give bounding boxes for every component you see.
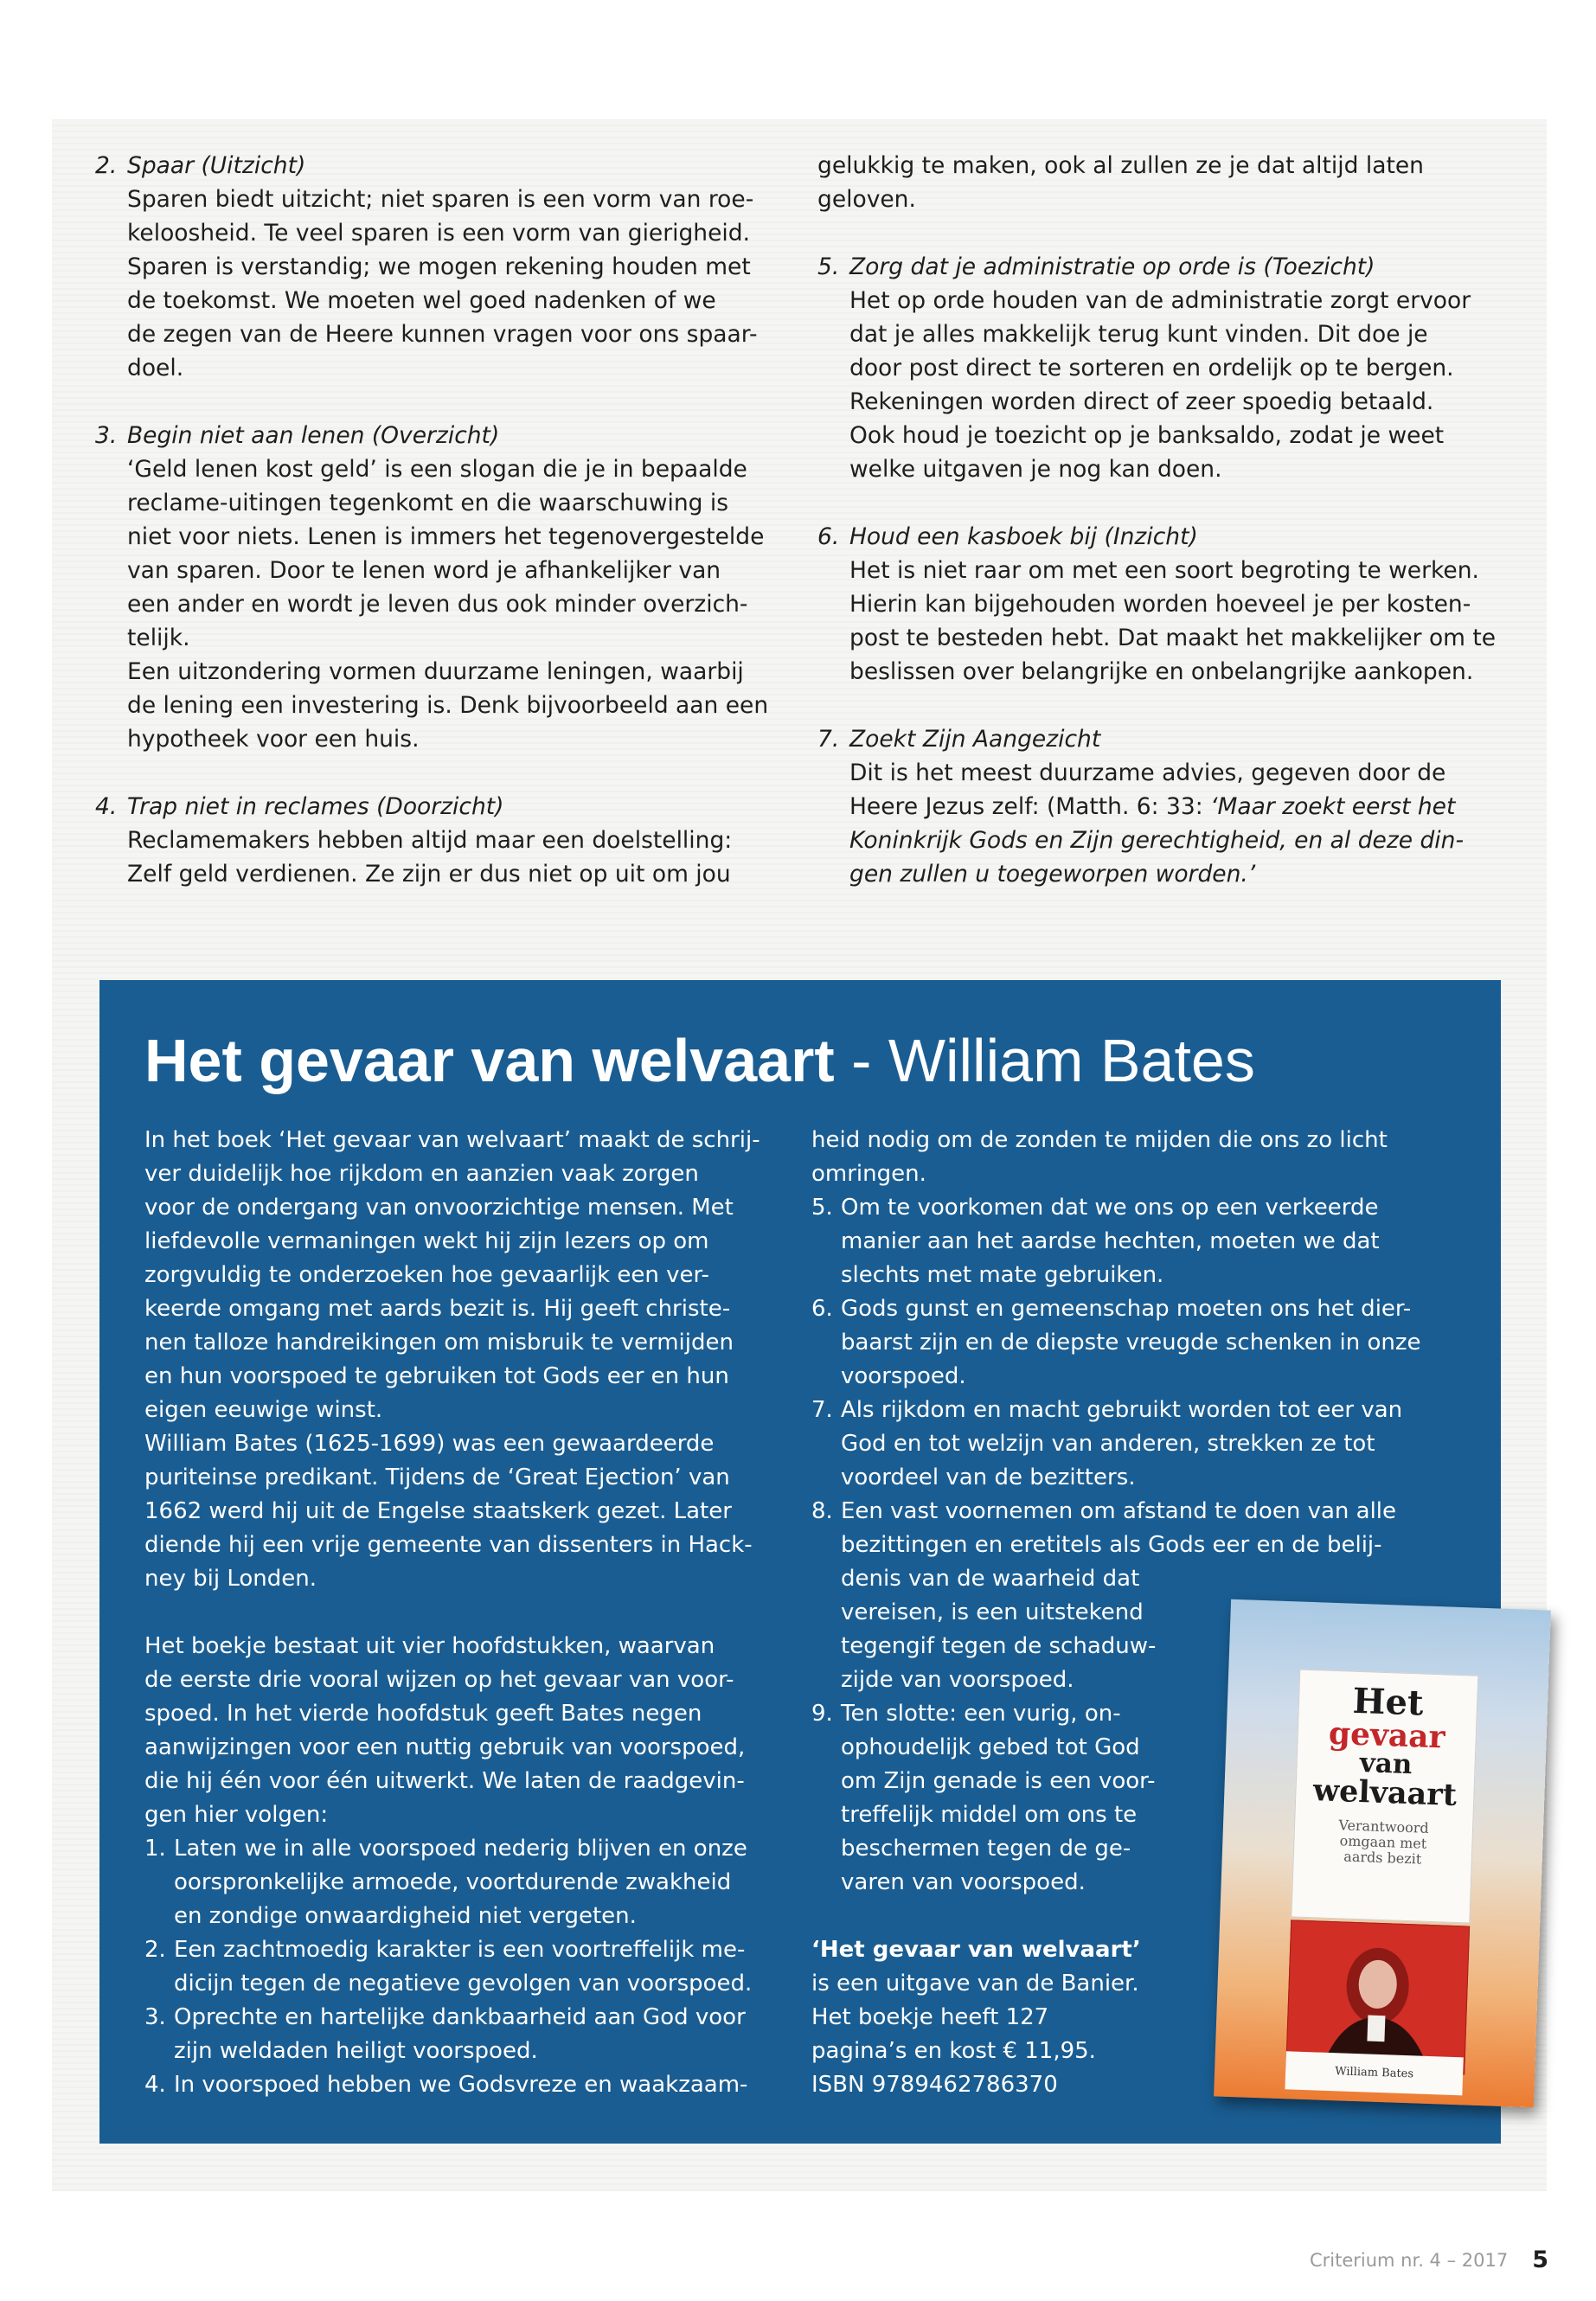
- advice-number: 9.: [811, 1701, 833, 1727]
- text-line: denis van de waarheid dat: [841, 1566, 1140, 1592]
- text-line: beschermen tegen de ge-: [841, 1836, 1131, 1862]
- text-line: post te besteden hebt. Dat maakt het makkelijker om te: [849, 625, 1497, 651]
- advice-number: 7.: [811, 1397, 833, 1423]
- text-line: heid nodig om de zonden te mijden die ons zo licht: [811, 1127, 1388, 1153]
- bible-quote: gen zullen u toegeworpen worden.’: [849, 861, 1256, 888]
- text-line: God en tot welzijn van anderen, strekken ze tot: [841, 1431, 1375, 1457]
- text-line: puriteinse predikant. Tijdens de ‘Great Ejection’ van: [144, 1465, 730, 1490]
- box-left-column: [144, 1124, 782, 2102]
- text-line: niet voor niets. Lenen is immers het tegenovergestelde: [127, 523, 765, 550]
- text-line: tegengif tegen de schaduw-: [841, 1633, 1157, 1659]
- paragraph-gap: [144, 1596, 782, 1630]
- text-line: en hun voorspoed te gebruiken tot Gods eer en hun: [144, 1363, 729, 1389]
- text-line: 1662 werd hij uit de Engelse staatskerk gezet. Later: [144, 1498, 732, 1524]
- bible-quote: ‘Maar zoekt eerst het: [1210, 793, 1456, 820]
- page-number: 5: [1532, 2247, 1548, 2273]
- tip-line: Dit is het meest duurzame advies, gegeven door de: [849, 760, 1446, 786]
- tip-line-text: Heere Jezus zelf: (Matth. 6: 33:: [849, 793, 1211, 820]
- text-line: hypotheek voor een huis.: [127, 726, 420, 753]
- publication-line: Het boekje heeft 127: [811, 2004, 1049, 2030]
- article-right-column: [817, 149, 1540, 891]
- text-line: In voorspoed hebben we Godsvreze en waakzaam-: [174, 2072, 748, 2098]
- cover-title-line: van: [1359, 1747, 1413, 1781]
- advice-item: [144, 2001, 782, 2068]
- issue-label: Criterium nr. 4 – 2017: [1309, 2250, 1509, 2271]
- text-line: William Bates (1625-1699) was een gewaardeerde: [144, 1431, 715, 1457]
- text-line: Als rijkdom en macht gebruikt worden tot eer van: [841, 1397, 1403, 1423]
- cover-subtitle-line: Verantwoord: [1338, 1817, 1430, 1836]
- text-line: voor de ondergang van onvoorzichtige mensen. Met: [144, 1195, 734, 1221]
- tip-title: Houd een kasboek bij (Inzicht): [849, 523, 1198, 550]
- advice-number: 2.: [144, 1937, 166, 1963]
- tip-item-3: [95, 419, 779, 756]
- text-line: aanwijzingen voor een nuttig gebruik van voorspoed,: [144, 1734, 746, 1760]
- text-line: en zondige onwaardigheid niet vergeten.: [174, 1903, 637, 1929]
- tip-title: Begin niet aan lenen (Overzicht): [127, 422, 500, 449]
- tip-number: 4.: [95, 793, 118, 820]
- advice-item: [144, 1933, 782, 2001]
- tip-item-7: [817, 722, 1540, 891]
- text-line: de lening een investering is. Denk bijvoorbeeld aan een: [127, 692, 769, 719]
- text-line: dicijn tegen de negatieve gevolgen van voorspoed.: [174, 1971, 753, 1997]
- text-line: oorspronkelijke armoede, voortdurende zwakheid: [174, 1869, 732, 1895]
- text-line: bezittingen en eretitels als Gods eer en de belij-: [841, 1532, 1382, 1558]
- text-line: van sparen. Door te lenen word je afhankelijker van: [127, 557, 721, 584]
- text-line: Het op orde houden van de administratie zorgt ervoor: [849, 287, 1471, 314]
- publication-line: pagina’s en kost € 11,95.: [811, 2038, 1096, 2064]
- publication-line: is een uitgave van de Banier.: [811, 1971, 1139, 1997]
- text-line: vereisen, is een uitstekend: [841, 1599, 1144, 1625]
- text-line: een ander en wordt je leven dus ook minder overzich-: [127, 591, 748, 618]
- advice-item: [811, 1292, 1456, 1394]
- portrait-illustration: [1286, 1920, 1469, 2073]
- text-line: voorspoed.: [841, 1363, 966, 1389]
- text-line: reclame-uitingen tegenkomt en die waarschuwing is: [127, 490, 729, 516]
- cover-subtitle-line: aards bezit: [1343, 1848, 1422, 1868]
- tip-number: 3.: [95, 422, 118, 449]
- text-line: zorgvuldig te onderzoeken hoe gevaarlijk een ver-: [144, 1262, 709, 1288]
- title-separator: -: [834, 1027, 888, 1094]
- box-title: [144, 1022, 1255, 1099]
- tip-title: Zoekt Zijn Aangezicht: [849, 726, 1101, 753]
- text-line: Ten slotte: een vurig, on-: [841, 1701, 1121, 1727]
- text-line: keloosheid. Te veel sparen is een vorm van gierigheid.: [127, 220, 751, 247]
- text-line: geloven.: [817, 186, 916, 213]
- book-cover-image: [1214, 1599, 1551, 2108]
- text-line: Hierin kan bijgehouden worden hoeveel je per kosten-: [849, 591, 1471, 618]
- text-line: ney bij Londen.: [144, 1566, 317, 1592]
- advice-number: 6.: [811, 1296, 833, 1322]
- text-line: omringen.: [811, 1161, 926, 1187]
- bible-quote: Koninkrijk Gods en Zijn gerechtigheid, en al deze din-: [849, 827, 1465, 854]
- text-line: welke uitgaven je nog kan doen.: [849, 456, 1222, 483]
- book-cover-title-panel: [1291, 1670, 1478, 1924]
- text-line: treffelijk middel om ons te: [841, 1802, 1138, 1828]
- tip-number: 2.: [95, 152, 118, 179]
- text-line: ‘Geld lenen kost geld’ is een slogan die je in bepaalde: [127, 456, 747, 483]
- text-line: gen hier volgen:: [144, 1802, 329, 1828]
- text-line: Sparen biedt uitzicht; niet sparen is een vorm van roe-: [127, 186, 754, 213]
- advice-item: [811, 1191, 1456, 1292]
- advice-number: 4.: [144, 2072, 166, 2098]
- text-line: Gods gunst en gemeenschap moeten ons het dier-: [841, 1296, 1412, 1322]
- text-line: spoed. In het vierde hoofdstuk geeft Bates negen: [144, 1701, 702, 1727]
- text-line: om Zijn genade is een voor-: [841, 1768, 1156, 1794]
- text-line: In het boek ‘Het gevaar van welvaart’ maakt de schrij-: [144, 1127, 760, 1153]
- tip-item-5: [817, 250, 1540, 486]
- page-footer: [1310, 2247, 1548, 2273]
- publication-line: ISBN 9789462786370: [811, 2072, 1058, 2098]
- advice-item: [811, 1394, 1456, 1495]
- text-line: Laten we in alle voorspoed nederig blijven en onze: [174, 1836, 747, 1862]
- text-line: liefdevolle vermaningen wekt hij zijn lezers op om: [144, 1228, 709, 1254]
- text-line: Rekeningen worden direct of zeer spoedig betaald.: [849, 388, 1434, 415]
- continued-paragraph: [817, 149, 1540, 216]
- text-line: Het boekje bestaat uit vier hoofdstukken, waarvan: [144, 1633, 715, 1659]
- text-line: varen van voorspoed.: [841, 1869, 1086, 1895]
- text-line: door post direct te sorteren en ordelijk op te bergen.: [849, 355, 1454, 381]
- text-line: Om te voorkomen dat we ons op een verkeerde: [841, 1195, 1379, 1221]
- text-line: Een zachtmoedig karakter is een voortreffelijk me-: [174, 1937, 746, 1963]
- text-line: diende hij een vrije gemeente van dissenters in Hack-: [144, 1532, 753, 1558]
- text-line: eigen eeuwige winst.: [144, 1397, 383, 1423]
- text-line: die hij één voor één uitwerkt. We laten de raadgevin-: [144, 1768, 745, 1794]
- text-line: Ook houd je toezicht op je banksaldo, zodat je weet: [849, 422, 1445, 449]
- text-line: slechts met mate gebruiken.: [841, 1262, 1164, 1288]
- text-line: dat je alles makkelijk terug kunt vinden. Dit doe je: [849, 321, 1428, 348]
- text-line: Een uitzondering vormen duurzame leningen, waarbij: [127, 658, 744, 685]
- advice-number: 8.: [811, 1498, 833, 1524]
- advice-item: [144, 1832, 782, 1933]
- cover-title-line: gevaar: [1328, 1715, 1446, 1756]
- text-line: Oprechte en hartelijke dankbaarheid aan God voor: [174, 2004, 746, 2030]
- text-line: gelukkig te maken, ook al zullen ze je dat altijd laten: [817, 152, 1424, 179]
- tip-item-6: [817, 520, 1540, 689]
- text-line: beslissen over belangrijke en onbelangrijke aankopen.: [849, 658, 1474, 685]
- text-line: ophoudelijk gebed tot God: [841, 1734, 1140, 1760]
- text-line: de zegen van de Heere kunnen vragen voor ons spaar-: [127, 321, 758, 348]
- text-line: Het is niet raar om met een soort begroting te werken.: [849, 557, 1479, 584]
- tip-title: Trap niet in reclames (Doorzicht): [127, 793, 504, 820]
- text-line: keerde omgang met aards bezit is. Hij geeft christe-: [144, 1296, 731, 1322]
- book-title: Het gevaar van welvaart: [144, 1027, 835, 1094]
- advice-item: [144, 2068, 782, 2102]
- text-line: zijde van voorspoed.: [841, 1667, 1074, 1693]
- text-line: de toekomst. We moeten wel goed nadenken of we: [127, 287, 716, 314]
- cover-subtitle-line: omgaan met: [1339, 1832, 1427, 1852]
- text-line: ver duidelijk hoe rijkdom en aanzien vaak zorgen: [144, 1161, 699, 1187]
- text-line: Reclamemakers hebben altijd maar een doelstelling:: [127, 827, 733, 854]
- text-line: zijn weldaden heiligt voorspoed.: [174, 2038, 538, 2064]
- text-line: doel.: [127, 355, 184, 381]
- cover-title-line: Het: [1351, 1680, 1425, 1724]
- article-left-column: [95, 149, 779, 891]
- publication-title: ‘Het gevaar van welvaart’: [811, 1937, 1141, 1963]
- text-line: manier aan het aardse hechten, moeten we dat: [841, 1228, 1380, 1254]
- text-line: Zelf geld verdienen. Ze zijn er dus niet op uit om jou: [127, 861, 731, 888]
- tip-number: 6.: [817, 523, 840, 550]
- tip-item-4: [95, 790, 779, 891]
- text-line: Een vast voornemen om afstand te doen van alle: [841, 1498, 1397, 1524]
- text-line: voordeel van de bezitters.: [841, 1465, 1136, 1490]
- tip-number: 7.: [817, 726, 840, 753]
- tip-number: 5.: [817, 253, 840, 280]
- text-line: de eerste drie vooral wijzen op het gevaar van voor-: [144, 1667, 734, 1693]
- book-author: William Bates: [888, 1027, 1255, 1094]
- text-line: Sparen is verstandig; we mogen rekening houden met: [127, 253, 751, 280]
- text-line: nen talloze handreikingen om misbruik te vermijden: [144, 1330, 734, 1356]
- tip-title: Spaar (Uitzicht): [127, 152, 306, 179]
- advice-number: 1.: [144, 1836, 166, 1862]
- text-line: baarst zijn en de diepste vreugde schenken in onze: [841, 1330, 1421, 1356]
- cover-author: William Bates: [1285, 2051, 1463, 2095]
- advice-number: 5.: [811, 1195, 833, 1221]
- advice-number: 3.: [144, 2004, 166, 2030]
- text-line: telijk.: [127, 625, 190, 651]
- cover-title-line: welvaart: [1312, 1772, 1458, 1813]
- tip-item-2: [95, 149, 779, 385]
- tip-title: Zorg dat je administratie op orde is (Toezicht): [849, 253, 1375, 280]
- tip-line: [849, 790, 1540, 824]
